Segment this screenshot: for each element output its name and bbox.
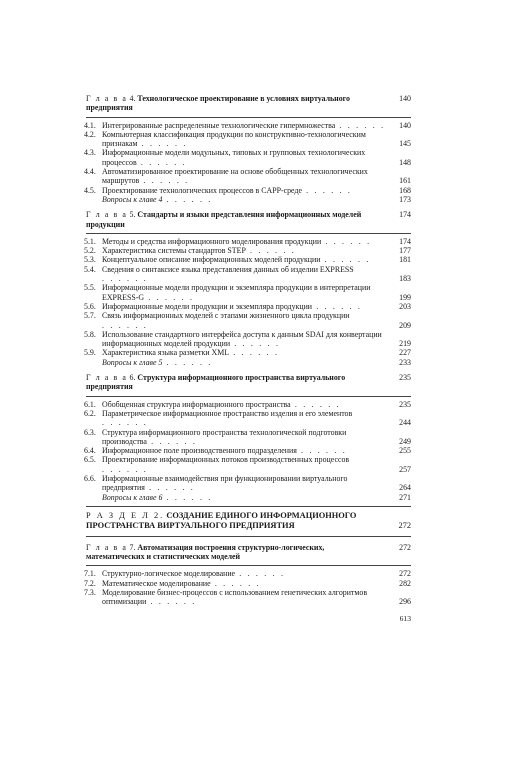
chapter-number: 6. (129, 373, 136, 383)
entry-title: Характеристика языка разметки XML (102, 348, 230, 358)
entry-page: 199 (399, 292, 411, 302)
divider (86, 536, 411, 537)
divider (86, 565, 411, 566)
dot-leader: . . . . . . (146, 436, 198, 446)
chapter-page: 140 (399, 94, 411, 103)
toc-entry (86, 130, 411, 149)
chapter-page: 235 (399, 373, 411, 383)
entry-number: 5.3. (84, 255, 96, 265)
entry-title: Вопросы к главе 4 (102, 194, 163, 204)
entry-page: 257 (399, 464, 411, 474)
entry-number: 4.2. (84, 129, 96, 139)
toc-entry (86, 400, 411, 409)
entry-page: 209 (399, 320, 411, 330)
entry-title: Моделирование бизнес-процессов с использованием генетических алгоритмов оптимизации (102, 587, 368, 607)
chapter-number: 7. (129, 542, 136, 552)
entry-title: Параметрическое информационное пространство изделия и его элементов (102, 408, 353, 418)
toc-entry (86, 302, 411, 311)
toc-entry (86, 358, 411, 367)
divider (86, 506, 411, 507)
page-footer (86, 614, 411, 623)
entry-page: 183 (399, 274, 411, 284)
entry-title: Вопросы к главе 5 (102, 357, 163, 367)
dot-leader: . . . . . . (210, 578, 261, 588)
toc-entry (86, 493, 411, 502)
entry-title: Методы и средства информационного моделирования продукции (102, 236, 322, 246)
entry-page: 233 (399, 357, 411, 367)
dot-leader: . . . . . . (245, 246, 296, 256)
section-page: 272 (398, 521, 411, 531)
entry-title: Информационные взаимодействия при функционировании виртуального предприятия (102, 473, 348, 493)
divider (86, 233, 411, 234)
entry-title: Связь информационных моделей с этапами жизненного цикла продукции (102, 311, 350, 321)
toc-entry (86, 283, 411, 302)
entry-page: 227 (399, 348, 411, 358)
toc-entry (86, 446, 411, 455)
entry-page: 219 (399, 339, 411, 349)
entry-number: 4.5. (84, 185, 96, 195)
entry-title: Сведения о синтаксисе языка представления данных об изделии EXPRESS (102, 264, 354, 274)
toc-entry (86, 121, 411, 130)
entry-number: 5.5. (84, 283, 96, 293)
dot-leader: . . . . . . (296, 446, 347, 456)
chapter-number: 4. (129, 94, 136, 103)
dot-leader: . . . . . . (235, 569, 286, 579)
entry-page: 244 (399, 418, 411, 428)
table-of-contents (86, 94, 411, 624)
entry-title: Интегрированные распределенные технологические гипермножества (102, 120, 336, 130)
dot-leader: . . . . . . (136, 157, 187, 167)
entry-page: 249 (399, 436, 411, 446)
toc-entry (86, 186, 411, 195)
toc-entry (86, 265, 411, 284)
entry-number: 5.2. (84, 246, 96, 256)
entry-title: Информационные модели продукции и экземпляра продукции в интерпретации EXPRESS-G (102, 283, 371, 302)
section-heading (86, 511, 411, 532)
toc-entry (86, 148, 411, 167)
entry-page: 264 (399, 483, 411, 493)
toc-entry (86, 330, 411, 349)
chapter-prefix: Г л а в а (86, 94, 128, 103)
dot-leader: . . . . . . (321, 236, 372, 246)
entry-title: Характеристика системы стандартов STEP (102, 246, 246, 256)
toc-entry (86, 474, 411, 493)
chapter-title: Структура информационного пространства виртуального предприятия (86, 373, 346, 392)
dot-leader: . . . . . . (137, 139, 188, 149)
entry-number: 6.3. (84, 427, 96, 437)
chapter-6 (86, 373, 411, 502)
entry-page: 168 (399, 185, 411, 195)
entry-page: 140 (399, 120, 411, 130)
entry-title: Компьютерная классификация продукции по конструктивно-технологическим признакам (102, 129, 366, 149)
toc-entry (86, 246, 411, 255)
chapter-heading (86, 94, 411, 113)
dot-leader: . . . . . . (301, 185, 353, 195)
dot-leader: . . . . . . (162, 492, 213, 502)
entry-number: 5.1. (84, 236, 96, 246)
entry-page: 173 (399, 194, 411, 204)
toc-entry (86, 428, 411, 447)
dot-leader: . . . . . . (102, 274, 148, 284)
dot-leader: . . . . . . (312, 301, 363, 311)
entry-number: 6.6. (84, 473, 96, 483)
entry-title: Информационные модели продукции и экземпляра продукции (102, 301, 313, 311)
section-prefix: Р А З Д Е Л 2. (86, 510, 165, 520)
entry-title: Проектирование информационных потоков производственных процессов (102, 455, 350, 465)
entry-number: 5.7. (84, 311, 96, 321)
chapter-prefix: Г л а в а (86, 542, 128, 552)
toc-entry (86, 455, 411, 474)
entry-title: Вопросы к главе 6 (102, 492, 163, 502)
chapter-prefix: Г л а в а (86, 373, 128, 383)
toc-entry (86, 569, 411, 578)
entry-title: Математическое моделирование (102, 578, 211, 588)
entry-number: 7.1. (84, 569, 96, 579)
entry-number: 7.3. (84, 587, 96, 597)
entry-number: 4.3. (84, 148, 96, 158)
entry-title: Структурно-логическое моделирование (102, 569, 236, 579)
dot-leader: . . . . . . (320, 255, 371, 265)
entry-page: 282 (399, 578, 411, 588)
chapter-page: 174 (399, 210, 411, 220)
dot-leader: . . . . . . (102, 418, 148, 428)
chapter-5 (86, 210, 411, 367)
toc-entry (86, 167, 411, 186)
entry-page: 181 (399, 255, 411, 265)
entry-number: 7.2. (84, 578, 96, 588)
toc-entry (86, 195, 411, 204)
entry-title: Информационные модели модульных, типовых и групповых технологических процессов (102, 148, 366, 167)
entry-page: 271 (399, 492, 411, 502)
entry-page: 235 (399, 399, 411, 409)
entry-page: 203 (399, 301, 411, 311)
entry-title: Использование стандартного интерфейса доступа к данным SDAI для конвертации информационных моделей продукции (102, 329, 382, 349)
dot-leader: . . . . . . (230, 339, 281, 349)
entry-title: Структура информационного пространства технологической подготовки производства (102, 427, 347, 446)
entry-page: 296 (399, 597, 411, 607)
entry-page: 177 (399, 246, 411, 256)
toc-entry (86, 579, 411, 588)
entry-title: Концептуальное описание информационных моделей продукции (102, 255, 321, 265)
dot-leader: . . . . . . (144, 483, 195, 493)
entry-page: 148 (399, 157, 411, 167)
entry-number: 5.9. (84, 348, 96, 358)
chapter-page: 272 (399, 542, 411, 552)
entry-number: 6.1. (84, 399, 96, 409)
dot-leader: . . . . . . (162, 194, 213, 204)
chapter-4 (86, 94, 411, 204)
toc-entry (86, 255, 411, 264)
dot-leader: . . . . . . (229, 348, 280, 358)
entry-number: 4.4. (84, 167, 96, 177)
entry-page: 161 (399, 176, 411, 186)
divider (86, 117, 411, 118)
dot-leader: . . . . . . (335, 120, 386, 130)
dot-leader: . . . . . . (102, 320, 148, 330)
entry-number: 6.2. (84, 408, 96, 418)
entry-number: 5.6. (84, 301, 96, 311)
divider (86, 396, 411, 397)
chapter-title: Технологическое проектирование в условиях виртуального предприятия (86, 94, 350, 113)
dot-leader: . . . . . . (144, 292, 195, 302)
toc-entry (86, 237, 411, 246)
chapter-7 (86, 543, 411, 607)
entry-page: 174 (399, 236, 411, 246)
entry-page: 145 (399, 139, 411, 149)
entry-number: 6.4. (84, 446, 96, 456)
entry-title: Проектирование технологических процессов в CAPP-среде (102, 185, 302, 195)
dot-leader: . . . . . . (290, 399, 341, 409)
chapter-title: Стандарты и языки представления информационных моделей продукции (86, 210, 362, 229)
entry-number: 5.8. (84, 329, 96, 339)
dot-leader: . . . . . . (102, 464, 148, 474)
entry-title: Информационное поле производственного подразделения (102, 446, 297, 456)
chapter-number: 5. (129, 210, 136, 220)
toc-entry (86, 348, 411, 357)
chapter-title: Автоматизация построения структурно-логических, математических и статистических моделей (86, 542, 325, 561)
dot-leader: . . . . . . (139, 176, 190, 186)
entry-title: Автоматизированное проектирование на основе обобщенных технологических маршрутов (102, 167, 368, 186)
page-number: 613 (399, 614, 411, 624)
entry-number: 5.4. (84, 264, 96, 274)
entry-title: Обобщенная структура информационного пространства (102, 399, 291, 409)
toc-entry (86, 409, 411, 428)
dot-leader: . . . . . . (162, 357, 213, 367)
toc-entry (86, 311, 411, 330)
toc-entry (86, 588, 411, 607)
entry-page: 255 (399, 446, 411, 456)
entry-number: 6.5. (84, 455, 96, 465)
entry-number: 4.1. (84, 120, 96, 130)
chapter-heading (86, 373, 411, 392)
section-title: СОЗДАНИЕ ЕДИНОГО ИНФОРМАЦИОННОГО ПРОСТРАНСТВА ВИРТУАЛЬНОГО ПРЕДПРИЯТИЯ (86, 510, 357, 531)
chapter-heading (86, 543, 411, 562)
chapter-heading (86, 210, 411, 229)
dot-leader: . . . . . . (146, 597, 197, 607)
entry-page: 272 (399, 569, 411, 579)
chapter-prefix: Г л а в а (86, 210, 128, 220)
